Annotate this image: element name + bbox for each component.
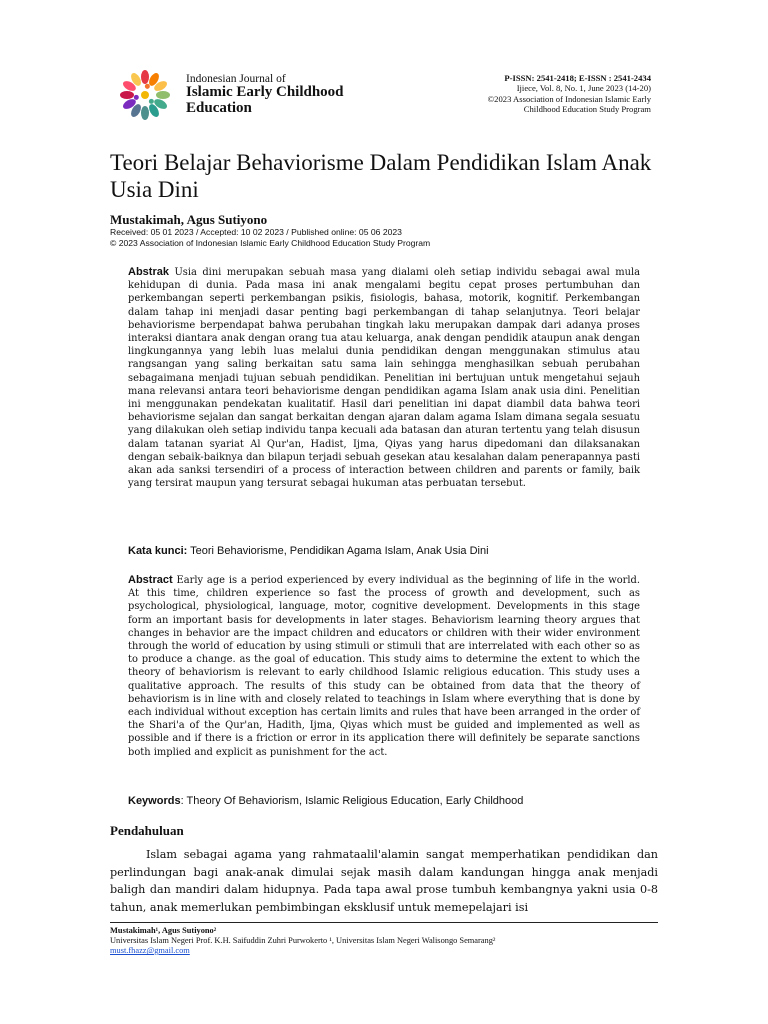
article-authors: Mustakimah, Agus Sutiyono [110,212,268,227]
article-dates: Received: 05 01 2023 / Accepted: 10 02 2023 / Published online: 05 06 2023 [110,227,402,237]
article-copyright: © 2023 Association of Indonesian Islamic Early Childhood Education Study Program [110,238,431,249]
journal-title-line1: Islamic Early Childhood [186,84,344,101]
section-heading: Pendahuluan [110,823,184,838]
journal-logo-icon [116,66,174,124]
kata-kunci-line [128,545,648,557]
section-body: Islam sebagai agama yang rahmataalil'alamin sangat memperhatikan pendidikan dan perlindungan bagi anak-anak dimulai sejak masih dalam kandungan hingga anak menjadi baligh dan mandiri dalam hidupnya. Pada tapa awal prose tumbuh kembangnya yakni usia 0-8 tahun, anak memerlukan pembimbingan eksklusif untuk memepelajari isi [110,848,658,914]
volume-line: Ijiece, Vol. 8, No. 1, June 2023 (14-20) [516,83,651,94]
copyright-line2: Childhood Education Study Program [523,103,651,114]
journal-title-line2: Education [186,99,252,116]
abstract-label: Abstract [128,574,173,586]
journal-name [186,73,344,117]
article-meta [110,227,430,249]
footnote-divider [110,922,658,923]
abstrak-label: Abstrak [128,266,169,278]
issn-line: P-ISSN: 2541-2418; E-ISSN : 2541-2434 [504,73,651,83]
issn-block [488,73,651,114]
kata-kunci-text: Teori Behaviorisme, Pendidikan Agama Islam, Anak Usia Dini [187,545,489,557]
footnote-authors: Mustakimah¹, Agus Sutiyono² [110,926,217,935]
journal-prefix: Indonesian Journal of [186,73,286,85]
keywords-label: Keywords [128,795,181,807]
abstrak-paragraph [128,266,640,490]
footnote-affiliation: Universitas Islam Negeri Prof. K.H. Saifuddin Zuhri Purwokerto ¹, Universitas Islam Negeri Walisongo Semarang² [110,936,496,946]
article-title: Teori Belajar Behaviorisme Dalam Pendidikan Islam Anak Usia Dini [110,150,652,203]
kata-kunci-label: Kata kunci: [128,545,188,557]
author-email-link[interactable]: must.fhazz@gmail.com [110,946,190,956]
copyright-line1: ©2023 Association of Indonesian Islamic Early [487,93,651,104]
keywords-line [128,795,648,807]
keywords-text: : Theory Of Behaviorism, Islamic Religious Education, Early Childhood [180,795,524,807]
abstract-paragraph [128,574,640,759]
footnote [110,926,495,956]
abstract-text: Early age is a period experienced by every individual as the beginning of life in the world. At this time, children experience so fast the process of growth and development, such as psychological, physiological, language, motor, cognitive development. Developments in this stage form an important basis for developments in later stages. Behaviorism learning theory argues that changes in behavior are the impact children and educators or children with their wider environment through the world of education by using stimuli or stimuli that are interrelated with each other so as to produce a change. as the goal of education. This study aims to determine the extent to which the theory of behaviorism is relevant to early childhood Islamic religious education. This study uses a qualitative approach. The results of this study can be obtained from data that the theory of behaviorism is in line with and closely related to teachings in Islam where everything that is done by each individual without exception has certain limits and rules that have been arranged in the order of the Shari'a of the Qur'an, Hadith, Ijma, Qiyas which must be guided and implemented as well as possible and if there is a friction or error in its application there will definitely be separate sanctions both implied and explicit as punishment for the act. [128,575,640,758]
abstrak-text: Usia dini merupakan sebuah masa yang dialami oleh setiap individu sebagai awal mula kehidupan di dunia. Pada masa ini anak mengalami begitu cepat proses pertumbuhan dan perkembangan seperti perkembangan psikis, fisiologis, bahasa, motorik, kognitif. Perkembangan dalam tahap ini menjadi dasar penting bagi perkembangan di tahap selanjutnya. Teori belajar behaviorisme berpendapat bahwa perubahan tingkah laku merupakan dampak dari adanya proses interaksi diantara anak dengan orang tua atau keluarga, anak dengan pendidik ataupun anak dengan lingkungannya yang lebih luas melalui dunia pendidikan dengan menggunakan stimulus atau rangsangan yang saling berkaitan satu sama lain sehingga menghasilkan sebuah perubahan sebagaimana menjadi tujuan sebuah pendidikan. Penelitian ini bertujuan untuk mengetahui sejauh mana relevansi antara teori behaviorisme dengan pendidikan agama Islam anak usia dini. Penelitian ini menggunakan pendekatan kualitatif. Hasil dari penelitian ini dapat diambil data bahwa teori behaviorisme sejalan dan sangat berkaitan dengan ajaran dalam agama Islam dimana segala sesuatu yang dilakukan oleh setiap individu tanpa kecuali ada batasan dan aturan tertentu yang telah disusun dalam tatanan syariat Al Qur'an, Hadist, Ijma, Qiyas yang harus dipedomani dan dilaksanakan dengan sebaik-baiknya dan bilapun terjadi sebuah gesekan atau kesalahan dalam penerapannya pasti akan ada sanksi tersendiri of a process of interaction between children and parents or family, baik yang tersirat maupun yang tersurat sebagai hukuman atas perbuatan tersebut. [128,267,640,490]
